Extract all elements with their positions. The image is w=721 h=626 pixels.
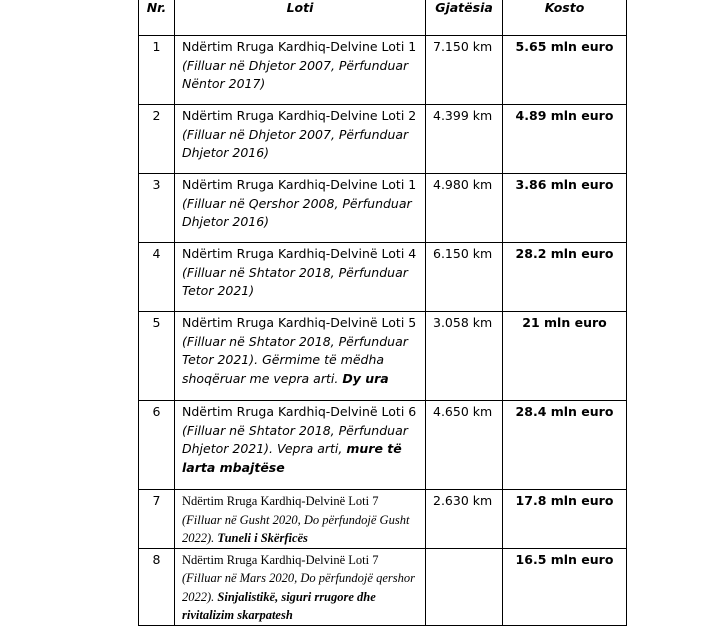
lot-cost: 16.5 mln euro bbox=[503, 548, 627, 625]
table-row bbox=[139, 105, 627, 174]
lot-note: (Filluar në Qershor 2008, Përfunduar Dhjetor 2016) bbox=[182, 195, 412, 229]
lot-cell bbox=[175, 312, 426, 401]
lot-cost: 3.86 mln euro bbox=[503, 174, 627, 243]
header-nr: Nr. bbox=[139, 0, 175, 36]
lot-cell bbox=[175, 36, 426, 105]
lot-length: 4.650 km bbox=[426, 401, 503, 490]
lot-length: 6.150 km bbox=[426, 243, 503, 312]
lot-cost: 28.2 mln euro bbox=[503, 243, 627, 312]
lot-title: Ndërtim Rruga Kardhiq-Delvine Loti 1 bbox=[182, 177, 417, 192]
lot-title: Ndërtim Rruga Kardhiq-Delvinë Loti 7 bbox=[182, 552, 379, 567]
lot-length: 3.058 km bbox=[426, 312, 503, 401]
lot-cell bbox=[175, 490, 426, 549]
table-row bbox=[139, 401, 627, 490]
table-row bbox=[139, 36, 627, 105]
lot-length: 7.150 km bbox=[426, 36, 503, 105]
table-row bbox=[139, 548, 627, 625]
row-number: 3 bbox=[139, 174, 175, 243]
row-number: 2 bbox=[139, 105, 175, 174]
row-number: 4 bbox=[139, 243, 175, 312]
lot-title: Ndërtim Rruga Kardhiq-Delvinë Loti 5 bbox=[182, 315, 417, 330]
projects-table bbox=[138, 0, 627, 626]
lot-note: (Filluar në Shtator 2018, Përfunduar Tetor 2021) bbox=[182, 264, 408, 298]
header-length: Gjatësia bbox=[426, 0, 503, 36]
lot-length: 2.630 km bbox=[426, 490, 503, 549]
lot-title: Ndërtim Rruga Kardhiq-Delvinë Loti 7 bbox=[182, 494, 379, 508]
lot-note: (Filluar në Dhjetor 2007, Përfunduar Nëntor 2017) bbox=[182, 57, 409, 91]
lot-highlight: Sinjalistikë, siguri rrugore dhe rivitalizim skarpatesh bbox=[182, 589, 376, 622]
row-number: 7 bbox=[139, 490, 175, 549]
lot-highlight: Tuneli i Skërficës bbox=[217, 531, 308, 545]
lot-length bbox=[426, 548, 503, 625]
lot-highlight: Dy ura bbox=[342, 370, 389, 386]
lot-title: Ndërtim Rruga Kardhiq-Delvinë Loti 4 bbox=[182, 246, 417, 261]
row-number: 1 bbox=[139, 36, 175, 105]
lot-note: (Filluar në Dhjetor 2007, Përfunduar Dhjetor 2016) bbox=[182, 126, 409, 160]
lot-cell bbox=[175, 401, 426, 490]
lot-title: Ndërtim Rruga Kardhiq-Delvine Loti 2 bbox=[182, 108, 417, 123]
table-row bbox=[139, 490, 627, 549]
lot-cell bbox=[175, 174, 426, 243]
lot-cell bbox=[175, 243, 426, 312]
header-cost: Kosto bbox=[503, 0, 627, 36]
table-row bbox=[139, 243, 627, 312]
lot-cost: 28.4 mln euro bbox=[503, 401, 627, 490]
lot-cost: 4.89 mln euro bbox=[503, 105, 627, 174]
lot-note: (Filluar në Shtator 2018, Përfunduar Tetor 2021). Gërmime të mëdha shoqëruar me vepra arti. bbox=[182, 333, 408, 386]
row-number: 5 bbox=[139, 312, 175, 401]
row-number: 8 bbox=[139, 548, 175, 625]
lot-note: (Filluar në Gusht 2020, Do përfundojë Gusht 2022). bbox=[182, 512, 410, 545]
lot-note: (Filluar në Mars 2020, Do përfundojë qershor 2022). bbox=[182, 571, 415, 604]
lot-cell bbox=[175, 548, 426, 625]
lot-cost: 5.65 mln euro bbox=[503, 36, 627, 105]
lot-cost: 17.8 mln euro bbox=[503, 490, 627, 549]
lot-length: 4.399 km bbox=[426, 105, 503, 174]
lot-cell bbox=[175, 105, 426, 174]
table-row bbox=[139, 174, 627, 243]
table-row bbox=[139, 312, 627, 401]
lot-cost: 21 mln euro bbox=[503, 312, 627, 401]
lot-title: Ndërtim Rruga Kardhiq-Delvine Loti 1 bbox=[182, 39, 417, 54]
lot-title: Ndërtim Rruga Kardhiq-Delvinë Loti 6 bbox=[182, 404, 417, 419]
header-row bbox=[139, 0, 627, 36]
lot-highlight: mure të larta mbajtëse bbox=[182, 441, 402, 475]
lot-length: 4.980 km bbox=[426, 174, 503, 243]
header-loti: Loti bbox=[175, 0, 426, 36]
row-number: 6 bbox=[139, 401, 175, 490]
lot-note: (Filluar në Shtator 2018, Përfunduar Dhjetor 2021). Vepra arti, bbox=[182, 422, 408, 456]
